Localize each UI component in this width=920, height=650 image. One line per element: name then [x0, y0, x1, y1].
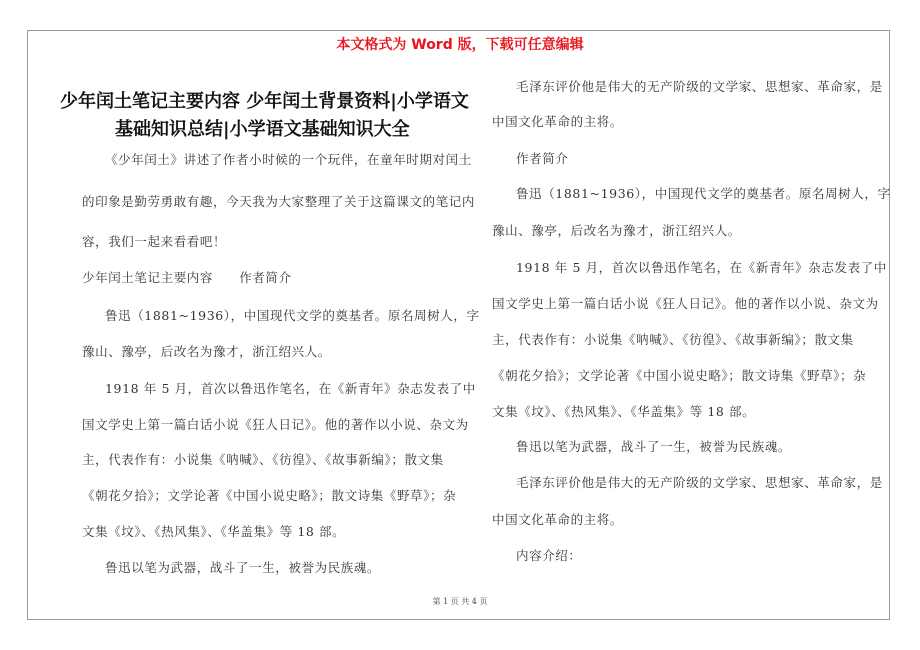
paragraph-line: 文集《坟》、《热风集》、《华盖集》等 18 部。: [82, 524, 346, 539]
paragraph-line: 《朝花夕拾》；文学论著《中国小说史略》；散文诗集《野草》；杂: [492, 368, 867, 383]
paragraph-line: 豫山、豫亭，后改名为豫才，浙江绍兴人。: [492, 223, 741, 238]
paragraph-line: 的印象是勤劳勇敢有趣，今天我为大家整理了关于这篇课文的笔记内: [82, 194, 476, 209]
paragraph-line: 容，我们一起来看看吧！: [82, 234, 227, 249]
paragraph-line: 中国文化革命的主将。: [492, 512, 624, 527]
paragraph-line: 《少年闰土》讲述了作者小时候的一个玩伴，在童年时期对闰土: [105, 152, 472, 167]
paragraph-line: 毛泽东评价他是伟大的无产阶级的文学家、思想家、革命家，是: [516, 475, 883, 490]
paragraph-line: 主，代表作有：小说集《呐喊》、《彷徨》、《故事新编》；散文集: [82, 452, 444, 467]
paragraph-line: 主，代表作有：小说集《呐喊》、《彷徨》、《故事新编》；散文集: [492, 332, 854, 347]
paragraph-line: 1918 年 5 月，首次以鲁迅作笔名，在《新青年》杂志发表了中: [516, 260, 887, 275]
section-heading: 内容介绍：: [516, 548, 582, 563]
section-heading: 作者简介: [516, 151, 569, 166]
page-number: 第 1 页 共 4 页: [432, 597, 488, 606]
paragraph-line: 国文学史上第一篇白话小说《狂人日记》。他的著作以小说、杂文为: [492, 296, 879, 311]
section-heading: 少年闰土笔记主要内容 作者简介: [82, 270, 292, 285]
paragraph-line: 鲁迅（1881~1936），中国现代文学的奠基者。原名周树人，字: [105, 308, 480, 323]
document-title-line-1: 少年闰土笔记主要内容 少年闰土背景资料|小学语文: [60, 91, 469, 112]
paragraph-line: 毛泽东评价他是伟大的无产阶级的文学家、思想家、革命家，是: [516, 79, 883, 94]
paragraph-line: 豫山、豫亭，后改名为豫才，浙江绍兴人。: [82, 344, 331, 359]
paragraph-line: 《朝花夕拾》；文学论著《中国小说史略》；散文诗集《野草》；杂: [82, 488, 457, 503]
paragraph-line: 鲁迅以笔为武器，战斗了一生，被誉为民族魂。: [105, 560, 381, 575]
paragraph-line: 鲁迅以笔为武器，战斗了一生，被誉为民族魂。: [516, 439, 792, 454]
paragraph-line: 中国文化革命的主将。: [492, 114, 624, 129]
paragraph-line: 文集《坟》、《热风集》、《华盖集》等 18 部。: [492, 404, 756, 419]
word-format-notice: 本文格式为 Word 版，下载可任意编辑: [336, 37, 584, 53]
document-title-line-2: 基础知识总结|小学语文基础知识大全: [115, 119, 410, 140]
paragraph-line: 1918 年 5 月，首次以鲁迅作笔名，在《新青年》杂志发表了中: [105, 381, 476, 396]
paragraph-line: 国文学史上第一篇白话小说《狂人日记》。他的著作以小说、杂文为: [82, 417, 469, 432]
paragraph-line: 鲁迅（1881~1936），中国现代文学的奠基者。原名周树人，字: [516, 186, 891, 201]
